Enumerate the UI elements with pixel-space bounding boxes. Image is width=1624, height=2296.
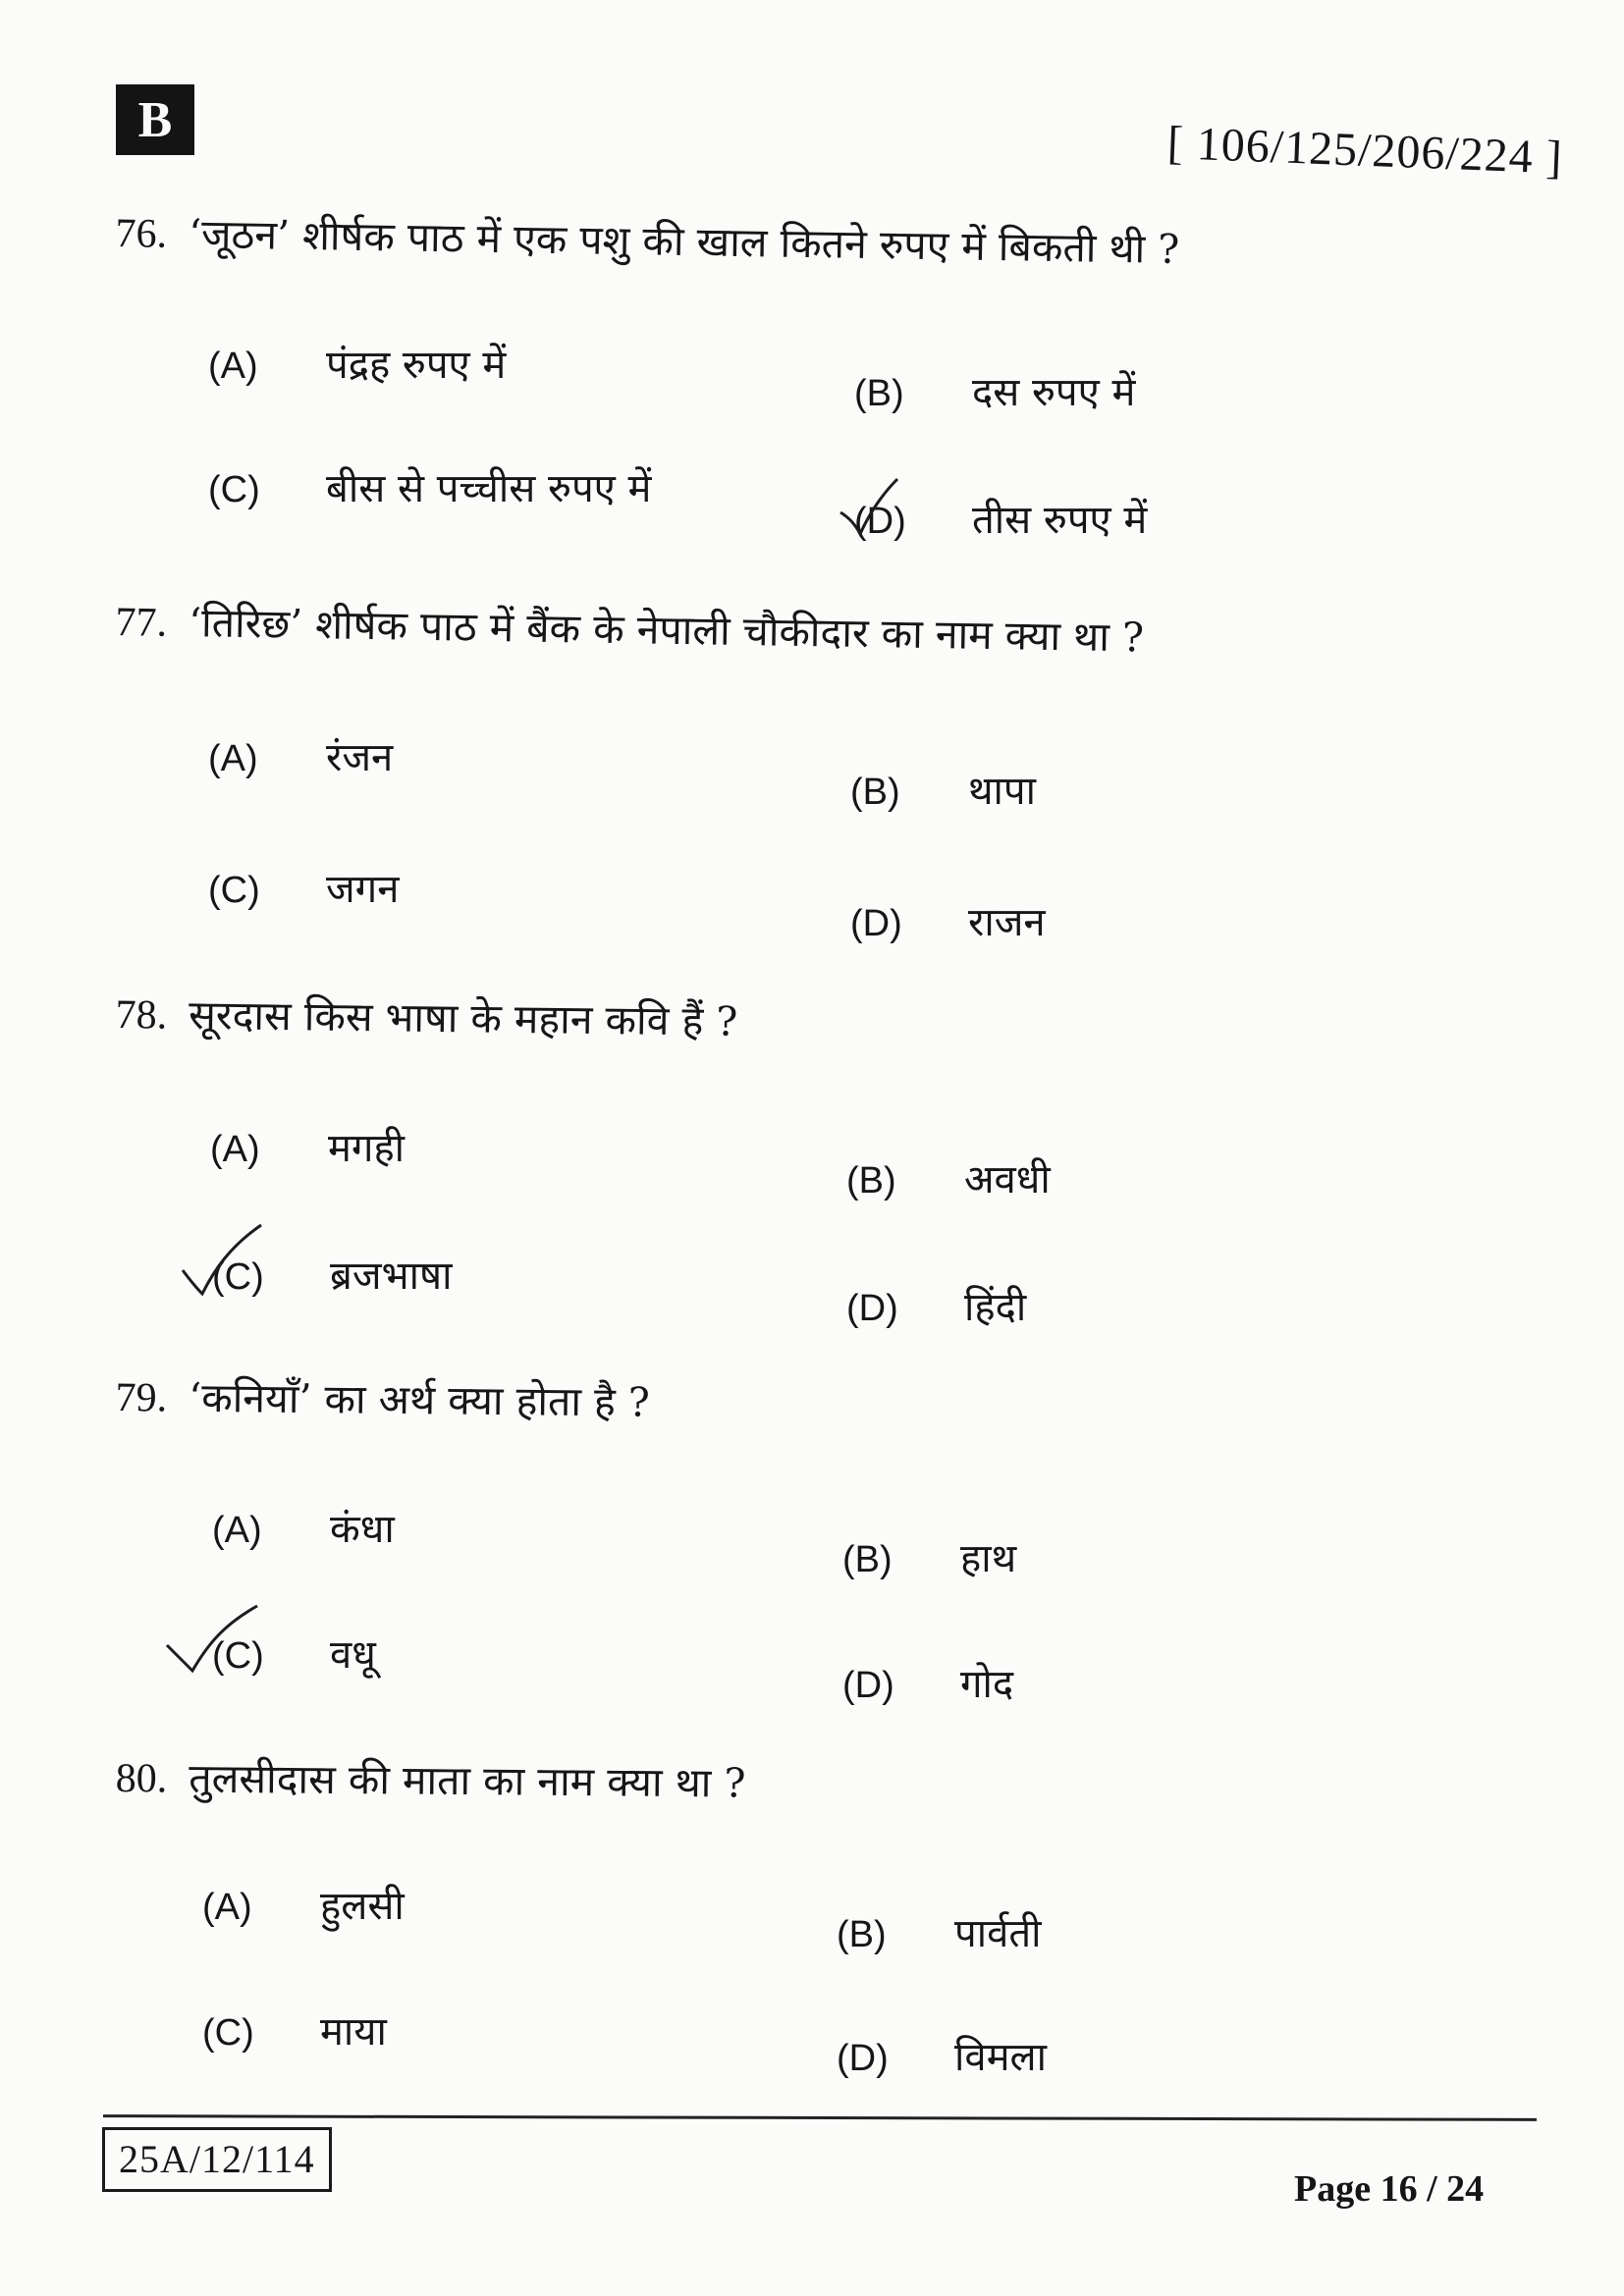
option-text: राजन — [968, 900, 1046, 945]
answer-tick-mark-icon — [837, 473, 905, 542]
question-stem: तुलसीदास की माता का नाम क्या था ? — [189, 1754, 746, 1807]
option-text: हिंदी — [964, 1285, 1027, 1330]
option-letter: (C) — [212, 1256, 264, 1298]
option-text: गोद — [960, 1662, 1014, 1707]
option-letter: (B) — [850, 772, 900, 813]
option-a[interactable] — [202, 1877, 405, 1931]
option-letter: (D) — [854, 501, 906, 542]
option-text: तीस रुपए में — [972, 498, 1148, 543]
option-c[interactable] — [202, 2002, 387, 2056]
question-text — [115, 204, 1180, 276]
option-a[interactable] — [208, 336, 506, 390]
option-text: ब्रजभाषा — [330, 1254, 453, 1299]
option-letter: (C) — [202, 2012, 254, 2054]
question-stem: ‘जूठन’ शीर्षक पाठ में एक पशु की खाल कितने रुपए में बिकती थी ? — [188, 210, 1180, 274]
option-text: वधू — [330, 1632, 376, 1678]
option-text: बीस से पच्चीस रुपए में — [326, 466, 652, 511]
option-d[interactable] — [842, 1655, 1013, 1709]
option-letter: (D) — [846, 1288, 898, 1329]
option-c[interactable] — [208, 459, 651, 513]
option-text: कंधा — [330, 1507, 395, 1552]
option-letter: (C) — [208, 870, 260, 911]
option-letter: (A) — [210, 1129, 260, 1170]
option-text: जगन — [326, 867, 400, 912]
option-letter: (D) — [842, 1665, 894, 1706]
option-letter: (A) — [212, 1510, 262, 1551]
footer-divider — [103, 2114, 1537, 2121]
question-number: 78. — [115, 991, 168, 1039]
option-d[interactable] — [837, 2028, 1047, 2082]
option-letter: (B) — [846, 1160, 896, 1201]
question-number: 76. — [115, 210, 168, 257]
option-b[interactable] — [837, 1904, 1041, 1958]
question-stem: सूरदास किस भाषा के महान कवि हैं ? — [188, 990, 738, 1045]
answer-tick-mark-icon — [163, 1600, 265, 1682]
option-letter: (A) — [202, 1887, 252, 1928]
option-text: अवधी — [964, 1157, 1051, 1202]
option-text: पार्वती — [954, 1911, 1042, 1956]
option-letter: (A) — [208, 738, 258, 779]
question-text — [115, 1368, 650, 1429]
option-b[interactable] — [850, 762, 1036, 816]
question-stem: ‘तिरिछ’ शीर्षक पाठ में बैंक के नेपाली चौकीदार का नाम क्या था ? — [188, 599, 1145, 662]
page-number: Page 16 / 24 — [1294, 2168, 1485, 2210]
option-c[interactable] — [208, 860, 399, 914]
option-d[interactable] — [846, 1278, 1026, 1332]
question-number: 77. — [115, 599, 168, 646]
paper-codes: [ 106/125/206/224 ] — [1165, 116, 1564, 185]
option-text: रंजन — [326, 735, 394, 780]
question-number: 80. — [115, 1755, 168, 1802]
option-letter: (D) — [850, 903, 902, 944]
option-text: पंद्रह रुपए में — [326, 343, 507, 388]
option-text: दस रुपए में — [972, 370, 1136, 415]
option-d[interactable] — [850, 893, 1046, 947]
option-letter: (B) — [842, 1539, 893, 1580]
option-letter: (C) — [208, 469, 260, 510]
option-b[interactable] — [854, 363, 1135, 417]
booklet-code: 25A/12/114 — [102, 2127, 332, 2192]
option-text: हाथ — [960, 1536, 1017, 1581]
option-a[interactable] — [210, 1119, 405, 1173]
option-text: विमला — [954, 2035, 1047, 2080]
option-letter: (D) — [837, 2038, 889, 2079]
option-b[interactable] — [846, 1150, 1051, 1204]
option-letter: (B) — [837, 1914, 887, 1955]
option-text: थापा — [968, 769, 1036, 814]
option-letter: (C) — [212, 1635, 264, 1677]
question-number: 79. — [115, 1374, 168, 1421]
option-letter: (A) — [208, 346, 258, 387]
option-text: हुलसी — [320, 1884, 405, 1929]
answer-tick-mark-icon — [177, 1217, 271, 1306]
option-a[interactable] — [208, 728, 393, 782]
option-a[interactable] — [212, 1500, 395, 1554]
question-text — [115, 986, 737, 1048]
option-b[interactable] — [842, 1529, 1016, 1583]
question-text — [116, 1749, 746, 1810]
question-text — [115, 593, 1144, 664]
option-text: माया — [320, 2009, 387, 2055]
option-letter: (B) — [854, 373, 904, 414]
option-text: मगही — [328, 1126, 406, 1171]
series-badge: B — [116, 84, 194, 155]
question-stem: ‘कनियाँ’ का अर्थ क्या होता है ? — [188, 1373, 651, 1426]
